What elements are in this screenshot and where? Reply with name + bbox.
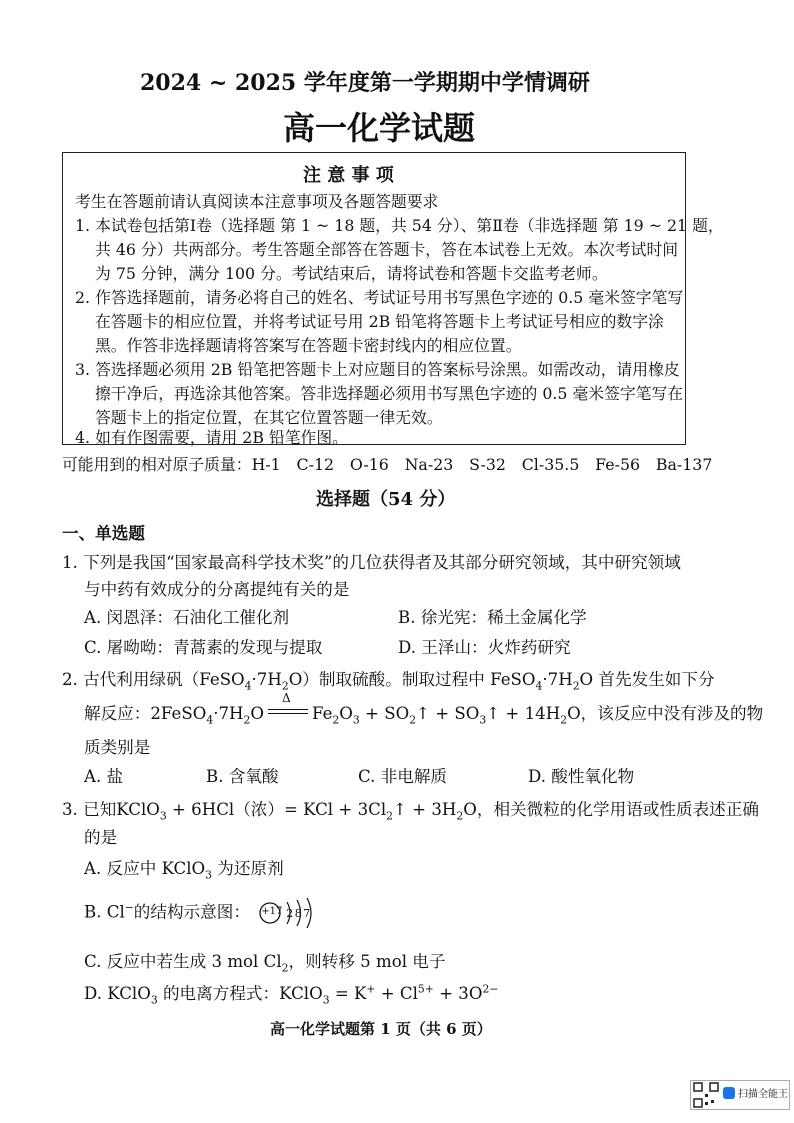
app-logo-icon (723, 1087, 735, 1099)
notice-line: 为 75 分钟，满分 100 分。考试结束后，请将试卷和答题卡交监考老师。 (95, 264, 608, 283)
notice-line: 擦干净后，再选涂其他答案。答非选择题必须用书写黑色字迹的 0.5 毫米签字笔写在 (95, 384, 684, 403)
q3-option-d: D. KClO$_3$ 的电离方程式：KClO$_3$ = $K^+ + Cl^{5+} + 3O^{2-}$ (84, 982, 499, 1007)
electron-shells: 2 8 7 (286, 907, 310, 920)
term-heading: 2024 ~ 2025 学年度第一学期期中学情调研 (140, 70, 590, 96)
q2-equation: 解反应：$2FeSO_4\cdot 7H_2O$ Δ $Fe_2O_3$ + $SO_2↑$ + $SO_3↑ + 14H_2O$，该反应中没有涉及的物 (84, 691, 764, 727)
notice-heading: 注 意 事 项 (303, 165, 394, 186)
notice-line: 共 46 分）共两部分。考生答题全部答在答题卡，答在本试卷上无效。本次考试时间 (95, 240, 679, 259)
notice-line: 考生在答题前请认真阅读本注意事项及各题答题要求 (75, 192, 439, 211)
notice-line: 4. 如有作图需要，请用 2B 铅笔作图。 (75, 428, 348, 447)
notice-line: 2. 作答选择题前，请务必将自己的姓名、考试证号用书写黑色字迹的 0.5 毫米签字笔写 (75, 288, 684, 307)
subsection-title: 一、单选题 (62, 523, 145, 543)
section-title: 选择题（54 分） (316, 489, 456, 510)
q2-stem-cont: 质类别是 (84, 738, 151, 757)
q1-stem-cont: 与中药有效成分的分离提纯有关的是 (84, 580, 350, 599)
q3-option-a: A. 反应中 KClO$_3$ 为还原剂 (84, 859, 284, 882)
notice-line: 3. 答选择题必须用 2B 铅笔把答题卡上对应题目的答案标号涂黑。如需改动，请用橡皮 (75, 360, 680, 379)
q2-option-a: A. 盐 (84, 767, 124, 786)
q2-stem: 2. 古代利用绿矾$(FeSO_4\cdot 7H_2O)$制取硫酸。制取过程中 $FeSO_4\cdot 7H_2O$ 首先发生如下分 (62, 670, 715, 693)
notice-box (62, 152, 724, 447)
q1-stem: 1. 下列是我国“国家最高科学技术奖”的几位获得者及其部分研究领域，其中研究领域 (62, 553, 681, 572)
notice-line: 黑。作答非选择题请将答案写在答题卡密封线内的相应位置。 (95, 336, 522, 355)
q3-option-c: C. 反应中若生成 3 mol $Cl_2$，则转移 5 mol 电子 (84, 952, 446, 975)
q2-option-c: C. 非电解质 (358, 767, 448, 786)
q2-option-d: D. 酸性氧化物 (528, 767, 635, 786)
qr-code-icon (693, 1082, 719, 1108)
q3-stem: 3. 已知KClO$_3$ + 6HCl（浓）= KCl + $3Cl_2↑ + 3H_2O$，相关微粒的化学用语或性质表述正确 (62, 800, 759, 823)
q3-option-b: B. Cl−的结构示意图： +17 2 8 7 (84, 898, 329, 928)
watermark-text: 扫描全能王 (738, 1089, 788, 1100)
chloride-structure-diagram (259, 898, 329, 928)
nucleus-charge: +17 (261, 906, 283, 917)
notice-line: 1. 本试卷包括第Ⅰ卷（选择题 第 1 ~ 18 题，共 54 分）、第Ⅱ卷（非选择题 第 19 ~ 21 题， (75, 216, 724, 235)
page-footer: 高一化学试题第 1 页（共 6 页） (270, 1020, 492, 1038)
q1-option-c: C. 屠呦呦：青蒿素的发现与提取 (84, 638, 323, 657)
atomic-masses: 可能用到的相对原子质量：H-1 C-12 O-16 Na-23 S-32 Cl-35.5 Fe-56 Ba-137 (62, 455, 713, 474)
q1-option-a: A. 闵恩泽：石油化工催化剂 (84, 608, 290, 627)
notice-line: 答题卡上的指定位置，在其它位置答题一律无效。 (95, 408, 443, 427)
q1-option-d: D. 王泽山：火炸药研究 (398, 638, 571, 657)
q1-option-b: B. 徐光宪：稀土金属化学 (398, 608, 587, 627)
notice-line: 在答题卡的相应位置，并将考试证号用 2B 铅笔将答题卡上考试证号相应的数字涂 (95, 312, 664, 331)
q3-stem-cont: 的是 (84, 828, 118, 847)
heat-condition-arrow: Δ (266, 705, 310, 719)
page-title: 高一化学试题 (283, 109, 476, 147)
scanner-watermark (690, 1080, 790, 1110)
q2-option-b: B. 含氧酸 (206, 767, 279, 786)
